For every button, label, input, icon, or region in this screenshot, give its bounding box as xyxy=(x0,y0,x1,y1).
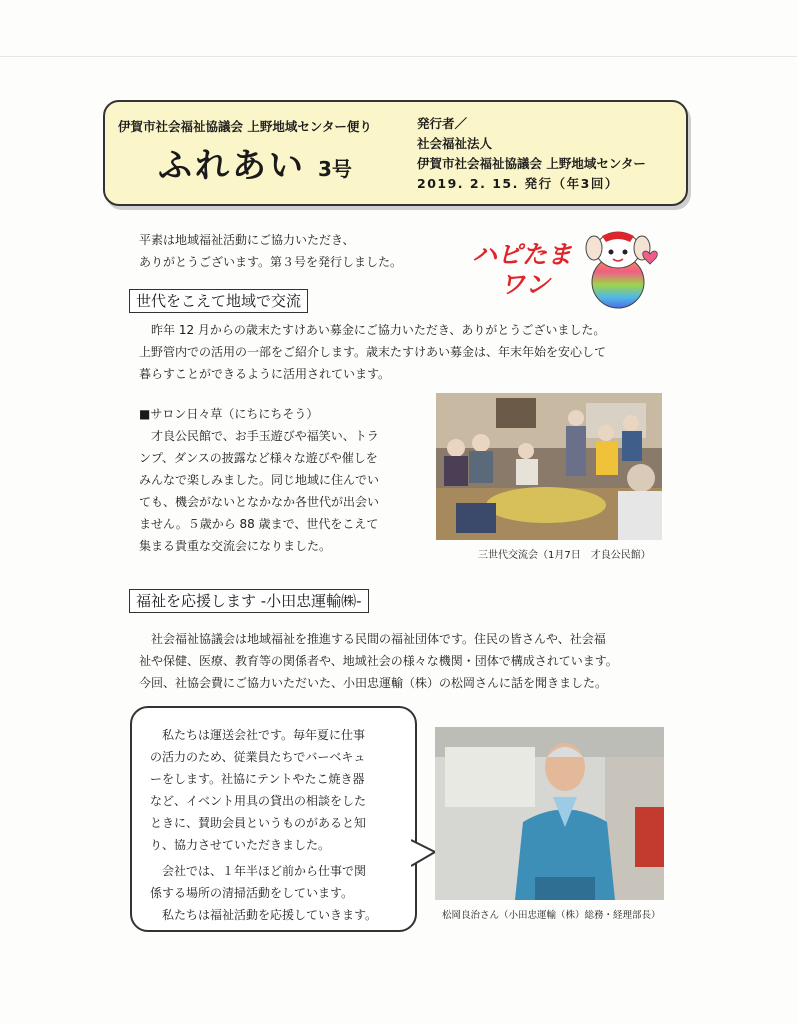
quote-line: 私たちは運送会社です。毎年夏に仕事 xyxy=(162,728,366,742)
speech-bubble-tail xyxy=(411,838,437,868)
mascot-name-line: ワン xyxy=(500,270,551,299)
quote-line: ーをします。社協にテントやたこ焼き器 xyxy=(150,772,365,786)
issue-number: 3号 xyxy=(318,157,352,181)
paragraph-line: 昨年 12 月からの歳末たすけあい募金にご協力いただき、ありがとうございました。 xyxy=(151,323,606,337)
scan-edge-line xyxy=(0,56,797,57)
publish-date: 2019. 2. 15. 発行（年3回） xyxy=(417,176,619,191)
salon-heading: ■サロン日々草（にちにちそう） xyxy=(139,407,319,421)
quote-line: り、協力させていただきました。 xyxy=(150,838,331,852)
quote-line: 係する場所の清掃活動をしています。 xyxy=(150,886,354,900)
quote-line: ときに、賛助会員というものがあると知 xyxy=(150,816,367,830)
mascot-name xyxy=(472,240,572,300)
header-organization: 伊賀市社会福祉協議会 上野地域センター便り xyxy=(118,119,372,134)
quote-line: 会社では、１年半ほど前から仕事で関 xyxy=(162,864,367,878)
salon-line: ません。５歳から 88 歳まで、世代をこえて xyxy=(139,517,379,531)
paragraph-line: 上野管内での活用の一部をご紹介します。歳末たすけあい募金は、年末年始を安心して xyxy=(139,345,607,359)
event-photo xyxy=(436,393,662,540)
publisher-line: 社会福祉法人 xyxy=(417,136,493,151)
publisher-line: 発行者／ xyxy=(417,116,468,131)
paragraph-line: 社会福祉協議会は地域福祉を推進する民間の福祉団体です。住民の皆さんや、社会福 xyxy=(151,632,606,646)
intro-text xyxy=(139,229,402,273)
intro-line: ありがとうございます。第３号を発行しました。 xyxy=(139,255,403,269)
quote-line: など、イベント用具の貸出の相談をした xyxy=(150,794,367,808)
section1-paragraph xyxy=(139,319,679,385)
salon-line: ても、機会がないとなかなか各世代が出会い xyxy=(139,495,380,509)
section-title-intergenerational: 世代をこえて地域で交流 xyxy=(129,289,308,313)
portrait-caption: 松岡良治さん（小田忠運輸（株）総務・経理部長） xyxy=(442,910,661,921)
publisher-block xyxy=(417,114,646,194)
quote-line: の活力のため、従業員たちでバーベキュ xyxy=(150,750,366,764)
quote-line: 私たちは福祉活動を応援していきます。 xyxy=(162,908,378,922)
mascot-illustration xyxy=(580,226,670,312)
event-photo-caption: 三世代交流会（1月7日 才良公民館） xyxy=(478,550,651,561)
salon-description xyxy=(139,425,411,557)
mascot-name-line: ハピたま xyxy=(472,240,573,269)
publisher-line: 伊賀市社会福祉協議会 上野地域センター xyxy=(417,156,646,171)
section2-paragraph xyxy=(139,628,679,694)
quote-text xyxy=(150,724,408,926)
intro-line: 平素は地域福祉活動にご協力いただき、 xyxy=(139,233,355,247)
paragraph-line: 今回、社協会費にご協力いただいた、小田忠運輸（株）の松岡さんに話を聞きました。 xyxy=(139,676,608,690)
salon-line: 才良公民館で、お手玉遊びや福笑い、トラ xyxy=(151,429,379,443)
paragraph-line: 祉や保健、医療、教育等の関係者や、地域社会の様々な機関・団体で構成されています。 xyxy=(139,654,618,668)
salon-line: 集まる貴重な交流会になりました。 xyxy=(139,539,332,553)
section-title-support: 福祉を応援します -小田忠運輸㈱- xyxy=(129,589,369,613)
salon-line: ンプ、ダンスの披露など様々な遊びや催しを xyxy=(139,451,378,465)
portrait-photo xyxy=(435,727,664,900)
paragraph-line: 暮らすことができるように活用されています。 xyxy=(139,367,391,381)
newsletter-title: ふれあい xyxy=(158,146,306,186)
salon-line: みんなで楽しみました。同じ地域に住んでい xyxy=(139,473,380,487)
